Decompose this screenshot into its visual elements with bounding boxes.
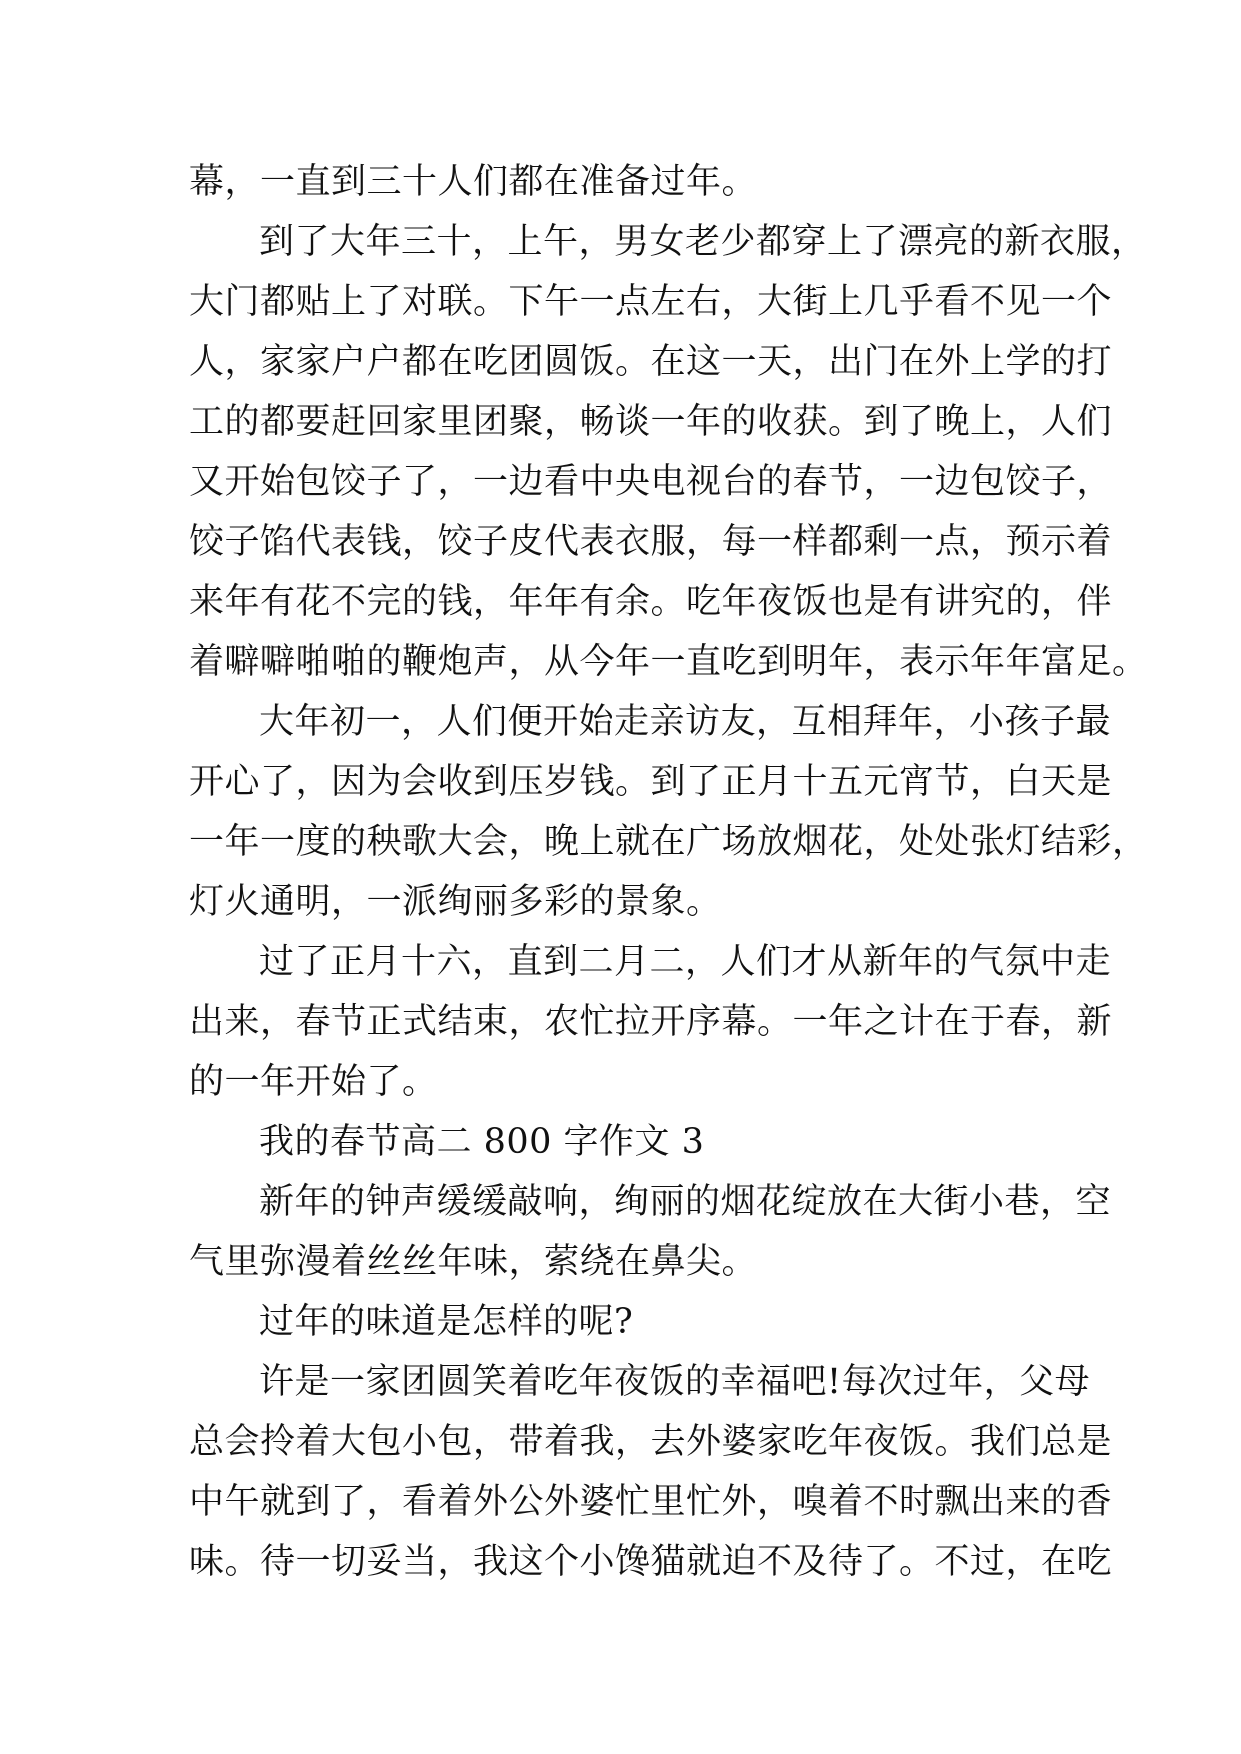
section-heading: 我的春节高二 800 字作文 3 (259, 1122, 705, 1162)
text-line: 人，家家户户都在吃团圆饭。在这一天，出门在外上学的打 (189, 342, 1113, 382)
text-line: 工的都要赶回家里团聚，畅谈一年的收获。到了晚上，人们 (189, 402, 1113, 442)
text-line: 来年有花不完的钱，年年有余。吃年夜饭也是有讲究的，伴 (189, 582, 1113, 622)
text-line: 气里弥漫着丝丝年味，萦绕在鼻尖。 (189, 1242, 758, 1282)
text-line: 新年的钟声缓缓敲响，绚丽的烟花绽放在大街小巷，空 (259, 1182, 1112, 1222)
text-line: 幕，一直到三十人们都在准备过年。 (189, 162, 758, 202)
text-line: 过了正月十六，直到二月二，人们才从新年的气氛中走 (259, 942, 1112, 982)
text-line: 又开始包饺子了，一边看中央电视台的春节，一边包饺子， (189, 462, 1113, 502)
text-line: 饺子馅代表钱，饺子皮代表衣服，每一样都剩一点，预示着 (189, 522, 1113, 562)
document-page (189, 152, 1148, 1592)
text-line: 着噼噼啪啪的鞭炮声，从今年一直吃到明年，表示年年富足。 (189, 642, 1148, 682)
text-line: 味。待一切妥当，我这个小馋猫就迫不及待了。不过，在吃 (189, 1542, 1113, 1582)
text-line: 开心了，因为会收到压岁钱。到了正月十五元宵节，白天是 (189, 762, 1113, 802)
text-line: 过年的味道是怎样的呢? (259, 1302, 634, 1342)
text-line: 大年初一，人们便开始走亲访友，互相拜年，小孩子最 (259, 702, 1112, 742)
text-line: 中午就到了，看着外公外婆忙里忙外，嗅着不时飘出来的香 (189, 1482, 1113, 1522)
text-line: 出来，春节正式结束，农忙拉开序幕。一年之计在于春，新 (189, 1002, 1113, 1042)
text-line: 灯火通明，一派绚丽多彩的景象。 (189, 882, 722, 922)
text-line: 总会拎着大包小包，带着我，去外婆家吃年夜饭。我们总是 (189, 1422, 1113, 1462)
text-line: 的一年开始了。 (189, 1062, 438, 1102)
text-line: 大门都贴上了对联。下午一点左右，大街上几乎看不见一个 (189, 282, 1113, 322)
text-line: 一年一度的秧歌大会，晚上就在广场放烟花，处处张灯结彩， (189, 822, 1148, 862)
text-line: 到了大年三十，上午，男女老少都穿上了漂亮的新衣服， (259, 222, 1147, 262)
text-line: 许是一家团圆笑着吃年夜饭的幸福吧!每次过年，父母 (259, 1362, 1091, 1402)
